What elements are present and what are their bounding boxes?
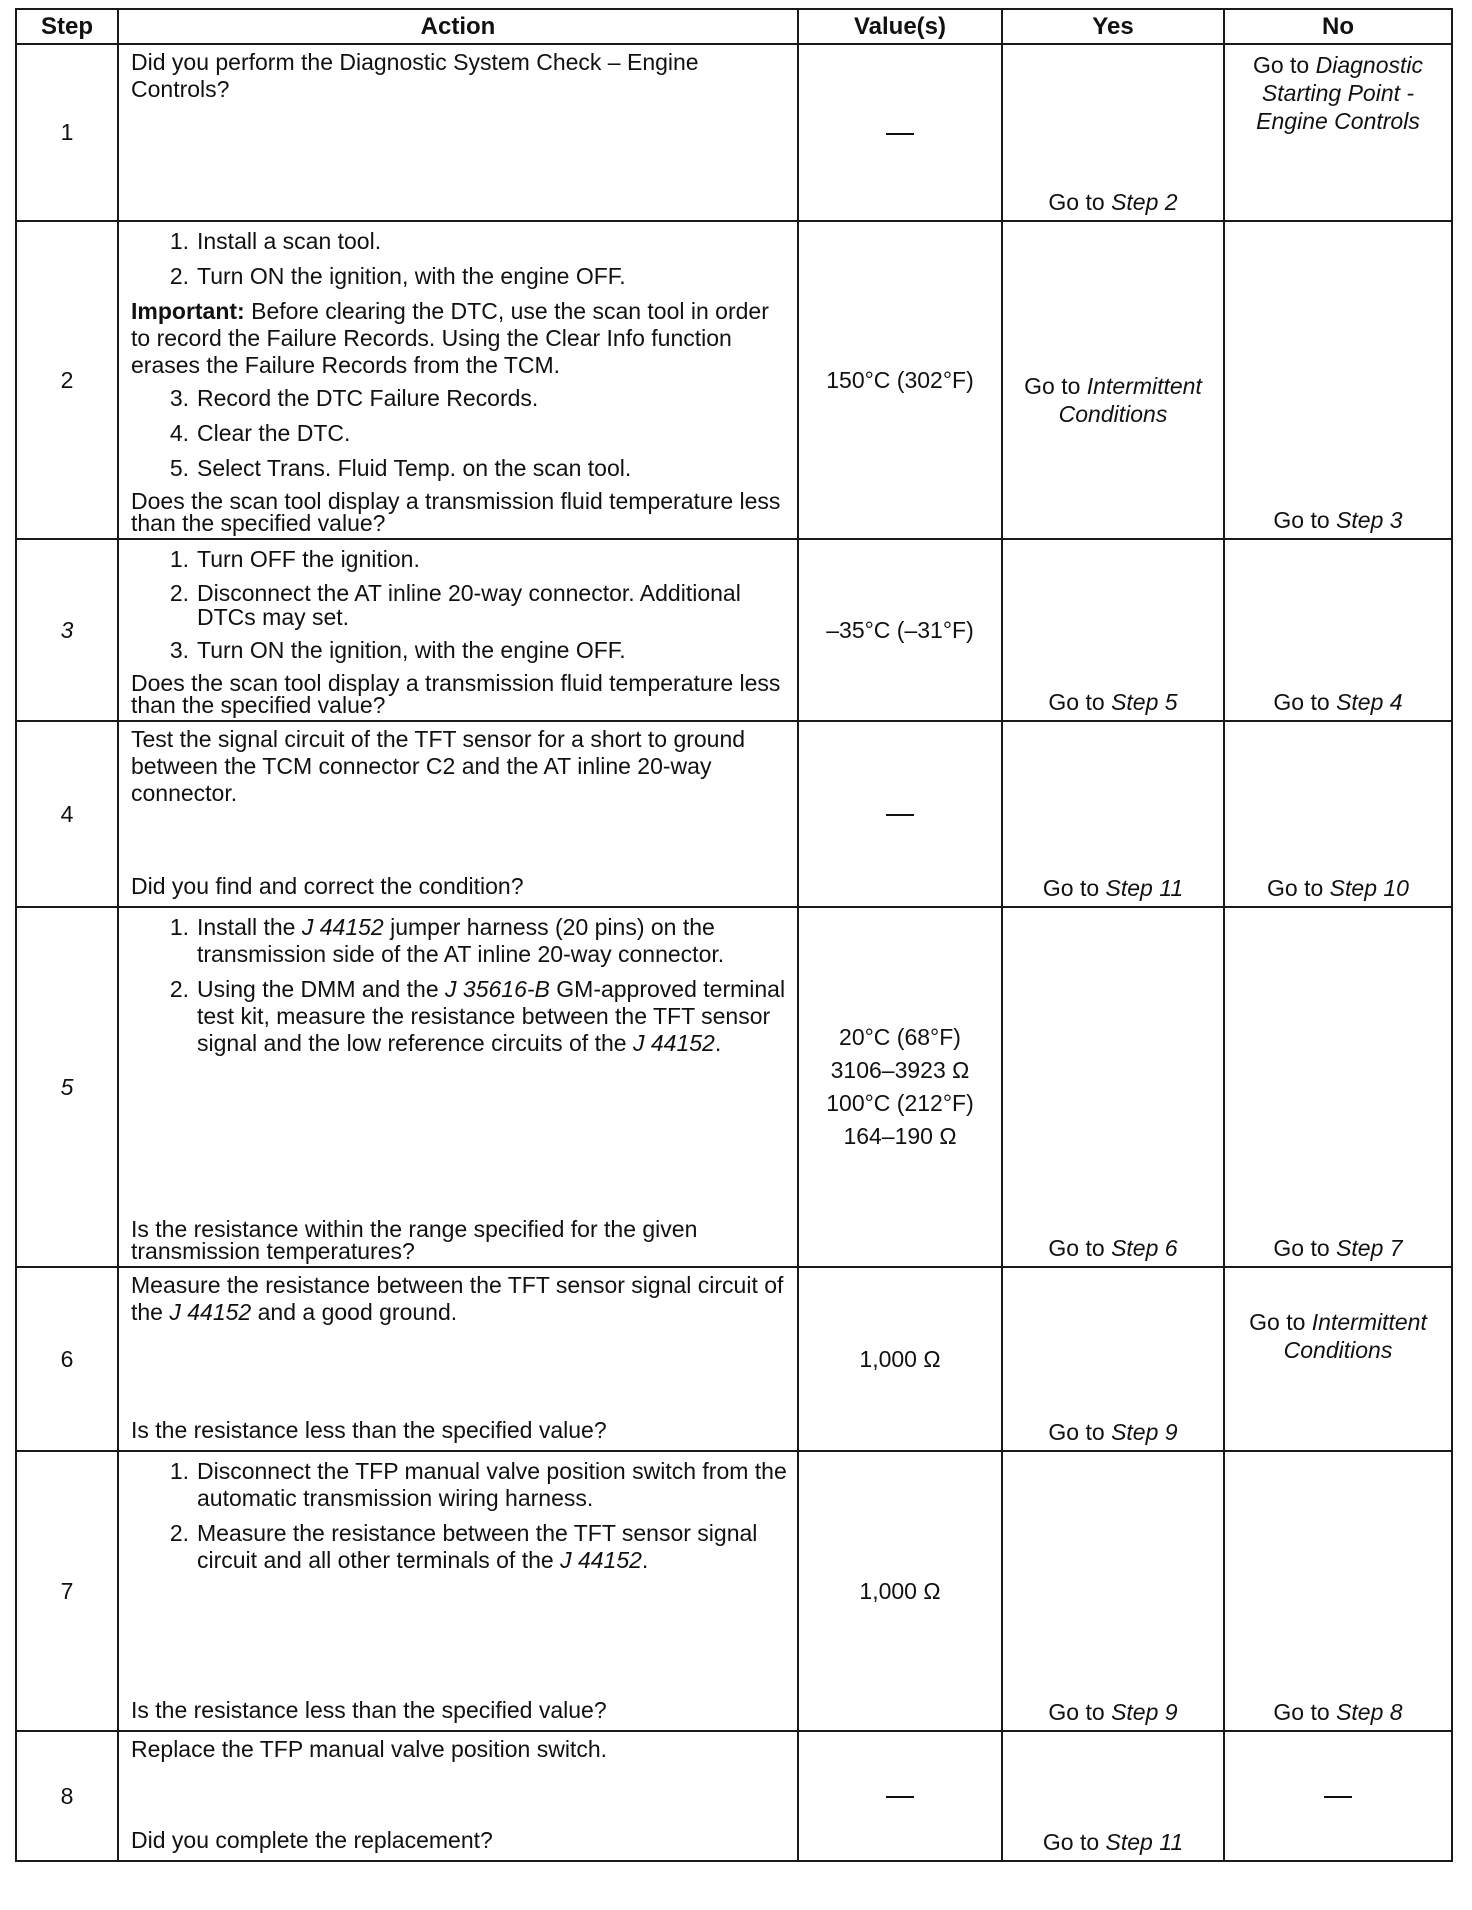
list-item: 1. Disconnect the TFP manual valve position switch from the automatic transmission wiring harness. bbox=[169, 1458, 787, 1511]
resistance-value: 164–190 Ω bbox=[843, 1123, 957, 1149]
step-number: 5 bbox=[16, 907, 118, 1267]
step-link[interactable]: Step 5 bbox=[1111, 689, 1178, 715]
header-row bbox=[16, 9, 1452, 44]
yes-cell: Go to Step 9 bbox=[1002, 1267, 1224, 1451]
no-cell: Go to Step 8 bbox=[1224, 1451, 1452, 1731]
list-item: 1. Install the J 44152 jumper harness (20 pins) on the transmission side of the AT inline 20-way connector. bbox=[169, 914, 725, 967]
value-cell bbox=[798, 721, 1002, 907]
step-link[interactable]: Step 9 bbox=[1111, 1419, 1178, 1445]
no-cell: Go to Intermittent Conditions bbox=[1224, 1267, 1452, 1451]
step-link[interactable]: Step 2 bbox=[1111, 189, 1178, 215]
table-row bbox=[16, 907, 1452, 1267]
col-header-values: Value(s) bbox=[798, 9, 1002, 44]
resistance-value: 3106–3923 Ω bbox=[830, 1057, 970, 1083]
step-number: 3 bbox=[16, 539, 118, 721]
question-text: Does the scan tool display a transmission fluid temperature less than the specified value? bbox=[131, 488, 781, 536]
step-link[interactable]: Step 4 bbox=[1336, 689, 1403, 715]
temperature-value: 20°C (68°F) bbox=[839, 1024, 961, 1050]
procedure-link[interactable]: Intermittent Conditions bbox=[1283, 1309, 1427, 1363]
dash-mark bbox=[886, 1796, 914, 1798]
yes-cell: Go to Step 11 bbox=[1002, 1731, 1224, 1861]
action-text: Measure the resistance between the TFT sensor signal circuit of the J 44152 and a good ground. bbox=[131, 1272, 784, 1325]
procedure-link[interactable]: Intermittent Conditions bbox=[1058, 373, 1202, 427]
list-item: 2. Using the DMM and the J 35616-B GM-approved terminal test kit, measure the resistance between the TFT sensor signal and the low reference circuits of the J 44152. bbox=[169, 976, 786, 1056]
step-link[interactable]: Step 3 bbox=[1336, 507, 1403, 533]
diagnostic-table bbox=[15, 8, 1453, 1862]
table-row bbox=[16, 221, 1452, 539]
action-cell bbox=[118, 539, 798, 721]
step-link[interactable]: Step 10 bbox=[1329, 875, 1409, 901]
dash-mark bbox=[1324, 1796, 1352, 1798]
no-cell: Go to Step 10 bbox=[1224, 721, 1452, 907]
action-cell bbox=[118, 1267, 798, 1451]
value-cell bbox=[798, 1731, 1002, 1861]
no-cell bbox=[1224, 1731, 1452, 1861]
value-cell: –35°C (–31°F) bbox=[798, 539, 1002, 721]
table-row bbox=[16, 539, 1452, 721]
no-cell: Go to Step 7 bbox=[1224, 907, 1452, 1267]
temperature-value: 100°C (212°F) bbox=[826, 1090, 974, 1116]
important-note: Important: Before clearing the DTC, use the scan tool in order to record the Failure Records. Using the Clear Info function erases the Failure Records from the TCM. bbox=[131, 298, 769, 378]
list-item: 1. Install a scan tool. bbox=[169, 228, 382, 254]
question-text: Is the resistance less than the specified value? bbox=[131, 1417, 607, 1443]
question-text: Does the scan tool display a transmission fluid temperature less than the specified value? bbox=[131, 670, 781, 718]
col-header-yes: Yes bbox=[1002, 9, 1224, 44]
step-link[interactable]: Step 7 bbox=[1336, 1235, 1403, 1261]
action-text: Test the signal circuit of the TFT sensor for a short to ground between the TCM connector C2 and the AT inline 20-way connector. bbox=[131, 726, 746, 806]
list-item: 3. Turn ON the ignition, with the engine OFF. bbox=[169, 637, 626, 663]
yes-cell: Go to Step 5 bbox=[1002, 539, 1224, 721]
yes-cell: Go to Step 2 bbox=[1002, 44, 1224, 221]
action-cell bbox=[118, 1451, 798, 1731]
table-row bbox=[16, 721, 1452, 907]
value-cell: 1,000 Ω bbox=[798, 1267, 1002, 1451]
step-number: 7 bbox=[16, 1451, 118, 1731]
step-link[interactable]: Step 6 bbox=[1111, 1235, 1178, 1261]
yes-cell: Go to Step 6 bbox=[1002, 907, 1224, 1267]
yes-cell: Go to Step 9 bbox=[1002, 1451, 1224, 1731]
value-cell bbox=[798, 44, 1002, 221]
action-cell bbox=[118, 907, 798, 1267]
list-item: 3. Record the DTC Failure Records. bbox=[169, 385, 539, 411]
table-row bbox=[16, 44, 1452, 221]
value-cell: 1,000 Ω bbox=[798, 1451, 1002, 1731]
question-text: Did you complete the replacement? bbox=[131, 1827, 493, 1853]
dash-mark bbox=[886, 133, 914, 135]
table-row bbox=[16, 1451, 1452, 1731]
step-link[interactable]: Step 9 bbox=[1111, 1699, 1178, 1725]
yes-cell: Go to Intermittent Conditions bbox=[1002, 221, 1224, 539]
list-item: 2. Turn ON the ignition, with the engine OFF. bbox=[169, 263, 626, 289]
step-number: 2 bbox=[16, 221, 118, 539]
list-item: 4. Clear the DTC. bbox=[169, 420, 351, 446]
step-number: 4 bbox=[16, 721, 118, 907]
list-item: 5. Select Trans. Fluid Temp. on the scan tool. bbox=[169, 455, 632, 481]
col-header-step: Step bbox=[16, 9, 118, 44]
value-cell bbox=[798, 907, 1002, 1267]
action-text: Replace the TFP manual valve position switch. bbox=[131, 1736, 608, 1762]
procedure-link[interactable]: Diagnostic Starting Point - Engine Controls bbox=[1256, 52, 1424, 134]
action-text: Did you perform the Diagnostic System Check – Engine Controls? bbox=[131, 49, 699, 102]
step-link[interactable]: Step 11 bbox=[1105, 875, 1184, 901]
no-cell: Go to Diagnostic Starting Point - Engine Controls bbox=[1224, 44, 1452, 221]
step-link[interactable]: Step 8 bbox=[1336, 1699, 1403, 1725]
table-row bbox=[16, 1267, 1452, 1451]
list-item: 2. Disconnect the AT inline 20-way connector. Additional DTCs may set. bbox=[169, 580, 741, 630]
list-item: 1. Turn OFF the ignition. bbox=[169, 546, 420, 572]
col-header-action: Action bbox=[118, 9, 798, 44]
value-cell: 150°C (302°F) bbox=[798, 221, 1002, 539]
action-cell bbox=[118, 1731, 798, 1861]
yes-cell: Go to Step 11 bbox=[1002, 721, 1224, 907]
action-cell bbox=[118, 721, 798, 907]
step-number: 6 bbox=[16, 1267, 118, 1451]
question-text: Did you find and correct the condition? bbox=[131, 873, 524, 899]
action-cell bbox=[118, 221, 798, 539]
question-text: Is the resistance less than the specified value? bbox=[131, 1697, 607, 1723]
no-cell: Go to Step 4 bbox=[1224, 539, 1452, 721]
col-header-no: No bbox=[1224, 9, 1452, 44]
step-link[interactable]: Step 11 bbox=[1105, 1829, 1184, 1855]
dash-mark bbox=[886, 814, 914, 816]
list-item: 2. Measure the resistance between the TFT sensor signal circuit and all other terminals of the J 44152. bbox=[169, 1520, 758, 1573]
action-cell bbox=[118, 44, 798, 221]
no-cell: Go to Step 3 bbox=[1224, 221, 1452, 539]
step-number: 1 bbox=[16, 44, 118, 221]
table-row bbox=[16, 1731, 1452, 1861]
question-text: Is the resistance within the range specified for the given transmission temperatures? bbox=[131, 1216, 698, 1264]
step-number: 8 bbox=[16, 1731, 118, 1861]
